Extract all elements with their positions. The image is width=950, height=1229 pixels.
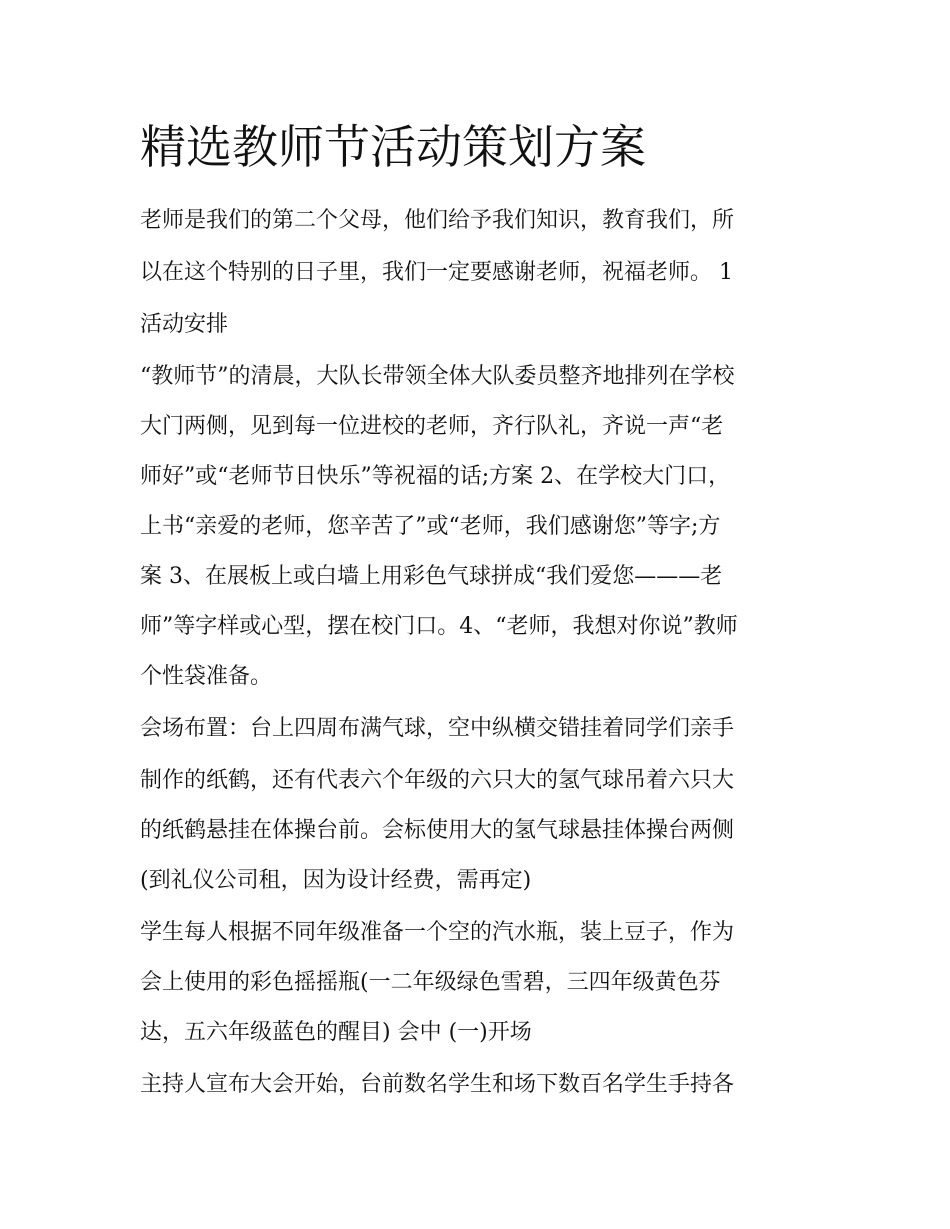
text-line: 老师是我们的第二个父母，他们给予我们知识，教育我们，所 — [140, 208, 735, 233]
text-line: 学生每人根据不同年级准备一个空的汽水瓶，装上豆子，作为 — [140, 920, 735, 945]
text-line: 达，五六年级蓝色的醒目) 会中 (一)开场 — [140, 1020, 532, 1045]
text-line: 会上使用的彩色摇摇瓶(一二年级绿色雪碧，三四年级黄色芬 — [140, 970, 721, 995]
text-line: 师”等字样或心型，摆在校门口。4、“老师，我想对你说”教师 — [140, 614, 738, 639]
text-line: 的纸鹤悬挂在体操台前。会标使用大的氢气球悬挂体操台两侧 — [140, 818, 735, 843]
text-line: 制作的纸鹤，还有代表六个年级的六只大的氢气球吊着六只大 — [140, 768, 735, 793]
text-line: (到礼仪公司租，因为设计经费，需再定) — [140, 868, 532, 893]
document-title: 精选教师节活动策划方案 — [140, 120, 646, 174]
text-line: 主持人宣布大会开始，台前数名学生和场下数百名学生手持各 — [140, 1072, 735, 1097]
text-line: 上书“亲爱的老师，您辛苦了”或“老师，我们感谢您”等字;方 — [140, 514, 721, 539]
section-heading-activity: 活动安排 — [140, 312, 229, 337]
text-line: 大门两侧，见到每一位进校的老师，齐行队礼，齐说一声“老 — [140, 414, 724, 439]
text-line: 师好”或“老师节日快乐”等祝福的话;方案 2、在学校大门口， — [140, 464, 731, 489]
text-line: 会场布置：台上四周布满气球，空中纵横交错挂着同学们亲手 — [140, 716, 735, 741]
text-line: 以在这个特别的日子里，我们一定要感谢老师，祝福老师。 1 — [140, 260, 733, 285]
text-line: “教师节”的清晨，大队长带领全体大队委员整齐地排列在学校 — [140, 364, 735, 389]
text-line: 个性袋准备。 — [140, 664, 273, 689]
text-line: 案 3、在展板上或白墙上用彩色气球拼成“我们爱您———老 — [140, 564, 723, 589]
